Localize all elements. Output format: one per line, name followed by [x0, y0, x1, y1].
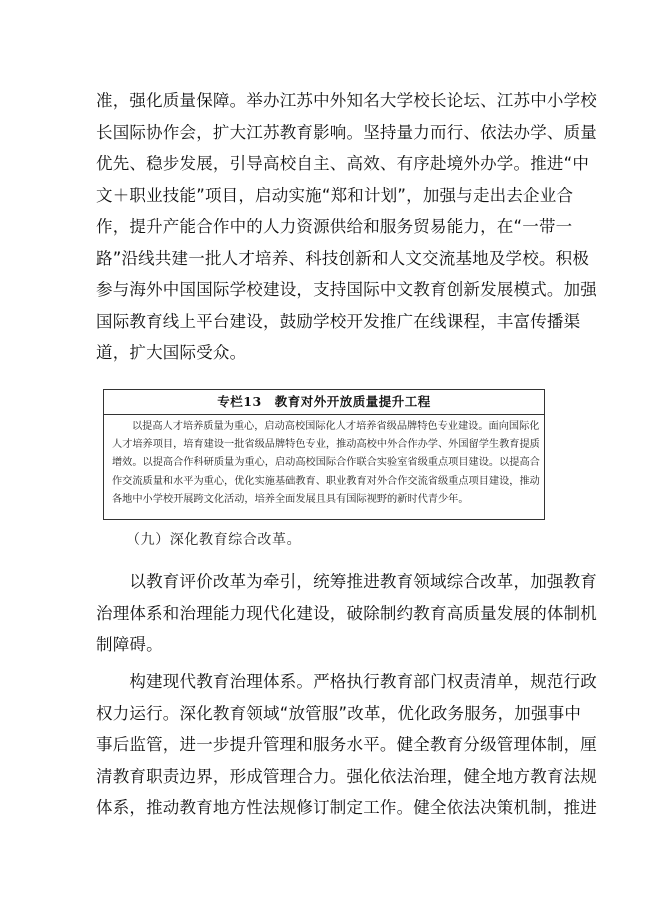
text-line: 优先、稳步发展，引导高校自主、高效、有序赴境外办学。推进“中 [96, 154, 590, 173]
text-line: 构建现代教育治理体系。严格执行教育部门权责清单，规范行政 [96, 672, 597, 691]
text-line: 文＋职业技能”项目，启动实施“郑和计划”，加强与走出去企业合 [96, 185, 574, 205]
box-text-line: 增效。以提高合作科研质量为重心，启动高校国际合作联合实验室省级重点项目建设。以提高合 [112, 457, 540, 469]
text-line: 事后监管，进一步提升管理和服务水平。健全教育分级管理体制，厘 [96, 735, 597, 754]
paragraph-international-cooperation [96, 85, 597, 369]
text-line: 道，扩大国际受众。 [96, 343, 247, 362]
box-text-line: 以提高人才培养质量为重心，启动高校国际化人才培养省级品牌特色专业建设。面向国际化 [132, 421, 540, 432]
box-text-line: 人才培养项目，培育建设一批省级品牌特色专业，推动高校中外合作办学、外国留学生教育提质 [112, 439, 540, 451]
column-box-title: 专栏13 教育对外开放质量提升工程 [104, 390, 544, 415]
column-box-13 [103, 389, 545, 520]
text-line: 清教育职责边界，形成管理合力。强化依法治理，健全地方教育法规 [96, 766, 597, 786]
text-line: 以教育评价改革为牵引，统筹推进教育领域综合改革，加强教育 [96, 572, 597, 591]
text-line: 长国际协作会，扩大江苏教育影响。坚持量力而行、依法办学、质量 [96, 122, 597, 142]
text-line: 参与海外中国国际学校建设，支持国际中文教育创新发展模式。加强 [96, 280, 597, 299]
text-line: 体系，推动教育地方性法规修订制定工作。健全依法决策机制，推进 [96, 798, 597, 817]
text-line: 权力运行。深化教育领域“放管服”改革，优化政务服务，加强事中 [96, 703, 582, 723]
paragraph-comprehensive-reform [96, 566, 597, 661]
text-line: 准，强化质量保障。举办江苏中外知名大学校长论坛、江苏中小学校 [96, 91, 597, 110]
text-line: 治理体系和治理能力现代化建设，破除制约教育高质量发展的体制机 [96, 603, 597, 623]
text-line: 国际教育线上平台建设，鼓励学校开发推广在线课程，丰富传播渠 [96, 311, 581, 331]
text-line: 制障碍。 [96, 635, 163, 654]
text-line: 作，提升产能合作中的人力资源供给和服务贸易能力，在“一带一 [96, 217, 573, 236]
paragraph-governance-system [96, 666, 597, 824]
text-line: 路”沿线共建一批人才培养、科技创新和人文交流基地及学校。积极 [96, 248, 590, 268]
section-heading: （九）深化教育综合改革。 [126, 532, 302, 548]
column-box-body [112, 418, 538, 509]
box-text-line: 各地中小学校开展跨文化活动，培养全面发展且具有国际视野的新时代青少年。 [112, 493, 469, 505]
box-text-line: 作交流质量和水平为重心，优化实施基础教育、职业教育对外合作交流省级重点项目建设，推动 [112, 475, 540, 487]
